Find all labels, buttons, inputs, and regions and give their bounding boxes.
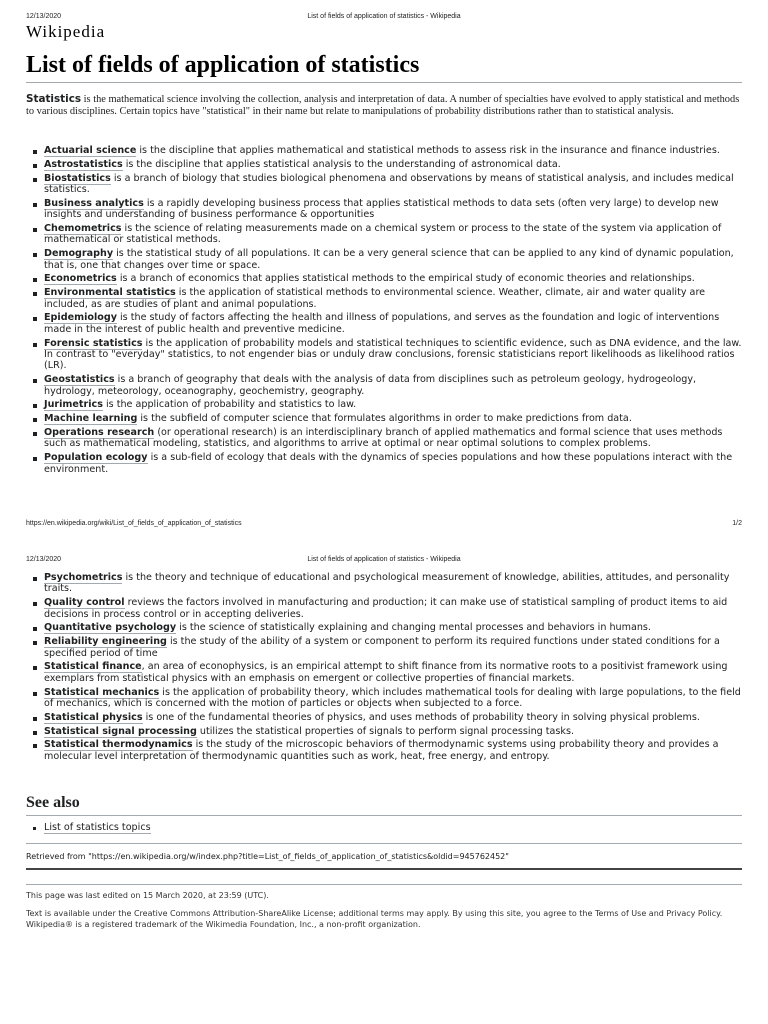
list-item (32, 622, 742, 633)
field-description: is the subfield of computer science that formulates algorithms in order to make predictions from data. (137, 413, 632, 425)
list-item (32, 287, 742, 310)
print-url: https://en.wikipedia.org/wiki/List_of_fields_of_application_of_statistics (26, 520, 242, 527)
page-title: List of fields of application of statistics (26, 52, 420, 78)
field-description: is the study of factors affecting the health and illness of populations, and serves as the foundation and logic of interventions made in the interest of public health and preventive medicine. (44, 312, 720, 335)
see-also-item[interactable] (32, 822, 151, 833)
list-item (32, 173, 742, 196)
field-term-link[interactable]: Statistical finance (44, 661, 142, 673)
print-date: 12/13/2020 (26, 13, 62, 20)
license-text: Text is available under the Creative Commons Attribution-ShareAlike License; additional terms may apply. By using this site, you agree to the Terms of Use and Privacy Policy. Wikipedia® is a registered trademark of the Wikimedia Foundation, Inc., a non-profit organization. (26, 909, 723, 929)
field-term-link[interactable]: Forensic statistics (44, 337, 143, 349)
field-term-link[interactable]: Econometrics (44, 273, 117, 285)
last-edited: This page was last edited on 15 March 2020, at 23:59 (UTC). (26, 891, 269, 900)
list-item (32, 636, 742, 659)
field-term-link[interactable]: Quality control (44, 597, 125, 609)
list-item (32, 739, 742, 762)
list-item (32, 223, 742, 246)
field-term-link[interactable]: Statistical physics (44, 711, 143, 723)
list-item (32, 374, 742, 397)
field-term-link[interactable]: Geostatistics (44, 374, 115, 386)
field-term-link[interactable]: Environmental statistics (44, 287, 176, 299)
field-description: is one of the fundamental theories of physics, and uses methods of probability theory in solving physical problems. (142, 711, 700, 723)
field-description: is the application of probability theory, which includes mathematical tools for dealing with large populations, to the field of mechanics, which is concerned with the motion of particles or objects when subjected to a force. (44, 686, 741, 710)
field-term-link[interactable]: Statistical mechanics (44, 686, 160, 698)
print-date: 12/13/2020 (26, 556, 62, 563)
field-description: is the discipline that applies statistical analysis to the understanding of astronomical data. (122, 158, 561, 170)
list-item (32, 726, 742, 737)
field-description: is a rapidly developing business process that applies statistical methods to data sets (often very large) to develop new insights and understanding of business performance & opportunities (44, 197, 719, 221)
field-description: is the application of probability models and statistical techniques to scientific evidence, such as DNA evidence, and the law. In contrast to "everyday" statistics, to not engender bias or unduly draw conclusions, forensic statisticians report likelihoods as likelihood ratios (LR). (44, 337, 742, 372)
list-item (32, 248, 742, 271)
fields-list-page2 (32, 572, 742, 765)
list-item (32, 427, 742, 450)
list-item (32, 687, 742, 710)
field-term-link[interactable]: Business analytics (44, 197, 144, 209)
field-description: is the study of the ability of a system or component to perform its required functions under stated conditions for a specified period of time (44, 636, 720, 659)
field-term-link[interactable]: Psychometrics (44, 572, 123, 583)
field-description: is a sub-field of ecology that deals with the dynamics of species populations and how these populations interact with the environment. (44, 452, 733, 475)
intro-bold-term: Statistics (26, 93, 82, 105)
list-item (32, 145, 742, 156)
fields-list-page1 (32, 145, 742, 477)
list-item (32, 413, 742, 424)
field-description: is the science of statistically explaining and changing mental processes and behaviors in humans. (176, 622, 651, 634)
list-item (32, 273, 742, 284)
list-item (32, 712, 742, 723)
field-term-link[interactable]: Statistical thermodynamics (44, 739, 193, 751)
field-term-link[interactable]: Quantitative psychology (44, 622, 177, 634)
field-description: utilizes the statistical properties of signals to perform signal processing tasks. (196, 725, 575, 737)
list-item (32, 452, 742, 475)
field-term-link[interactable]: Actuarial science (44, 145, 137, 156)
field-description: is a branch of geography that deals with the analysis of data from disciplines such as petroleum geology, hydrogeology, hydrology, meteorology, oceanography, geochemistry, geography. (44, 374, 697, 397)
field-term-link[interactable]: Jurimetrics (44, 399, 103, 411)
field-term-link[interactable]: Chemometrics (44, 223, 122, 234)
field-description: (or operational research) is an interdisciplinary branch of applied mathematics and formal science that uses methods such as mathematical modeling, statistics, and algorithms to arrive at optimal or near optimal solutions to complex problems. (44, 427, 723, 450)
list-item (32, 572, 742, 595)
intro-text: is the mathematical science involving the collection, analysis and interpretation of data. A number of specialties have evolved to apply statistical and methods to various disciplines. Certain topics have "statistical" in their name but relate to manipulations of probability distributions rather than to statistical analysis. (26, 94, 740, 118)
field-description: is the theory and technique of educational and psychological measurement of knowledge, abilities, attitudes, and personality traits. (44, 572, 730, 595)
title-divider (26, 82, 742, 83)
list-item (32, 338, 742, 372)
intro-paragraph (26, 93, 742, 118)
field-description: is the application of probability and statistics to law. (102, 399, 357, 411)
field-description: is a branch of economics that applies statistical methods to the empirical study of economic theories and relationships. (116, 273, 695, 285)
print-page-number: 1/2 (732, 520, 742, 527)
field-term-link[interactable]: Biostatistics (44, 172, 111, 184)
field-term-link[interactable]: Machine learning (44, 413, 138, 425)
list-item (32, 399, 742, 410)
see-also-list (32, 822, 151, 833)
print-title: List of fields of application of statistics - Wikipedia (307, 556, 461, 563)
list-item (32, 312, 742, 335)
list-item (32, 661, 742, 684)
field-description: is the statistical study of all populations. It can be a very general science that can be applied to any kind of dynamic population, that is, one that changes over time or space. (44, 248, 734, 271)
see-also-bottom-divider (26, 843, 742, 844)
field-description: is the study of the microscopic behaviors of thermodynamic systems using probability theory and provides a molecular level interpretation of thermodynamic quantities such as work, heat, free energy, and entropy. (44, 739, 719, 762)
list-item (32, 597, 742, 620)
print-title: List of fields of application of statistics - Wikipedia (307, 13, 461, 20)
field-description: is a branch of biology that studies biological phenomena and observations by means of statistical analysis, and includes medical statistics. (44, 172, 734, 195)
wikipedia-wordmark[interactable]: Wikipedia (26, 22, 106, 41)
field-description: is the discipline that applies mathematical and statistical methods to assess risk in the insurance and finance industries. (136, 145, 720, 156)
field-description: is the application of statistical methods to environmental science. Weather, climate, air and water quality are included, as are studies of plant and animal populations. (44, 287, 706, 310)
field-term-link[interactable]: Demography (44, 248, 114, 260)
field-description: , an area of econophysics, is an empirical attempt to shift finance from its normative roots to a positivist framework using exemplars from statistical physics with an emphasis on emergent or collective properties of financial markets. (44, 661, 728, 684)
content-bottom-rule (26, 868, 742, 870)
list-item (32, 198, 742, 221)
see-also-heading: See also (26, 794, 80, 811)
list-item (32, 159, 742, 170)
field-description: reviews the factors involved in manufacturing and production; it can make use of statistical sampling of product items to aid decisions in process control or in accepting deliveries. (44, 597, 728, 620)
field-description: is the science of relating measurements made on a chemical system or process to the state of the system via application of mathematical or statistical methods. (44, 223, 722, 246)
field-term-link[interactable]: Epidemiology (44, 312, 117, 324)
see-also-divider (26, 815, 742, 816)
see-also-link[interactable]: List of statistics topics (44, 822, 151, 833)
field-term-link[interactable]: Operations research (44, 427, 155, 439)
field-term-link[interactable]: Astrostatistics (44, 158, 123, 170)
field-term-link[interactable]: Reliability engineering (44, 636, 167, 648)
retrieved-from[interactable]: Retrieved from "https://en.wikipedia.org/w/index.php?title=List_of_fields_of_application_of_statistics&oldid=945762452" (26, 852, 509, 861)
footer-divider (26, 884, 742, 885)
field-term-link[interactable]: Statistical signal processing (44, 725, 197, 737)
field-term-link[interactable]: Population ecology (44, 452, 148, 464)
